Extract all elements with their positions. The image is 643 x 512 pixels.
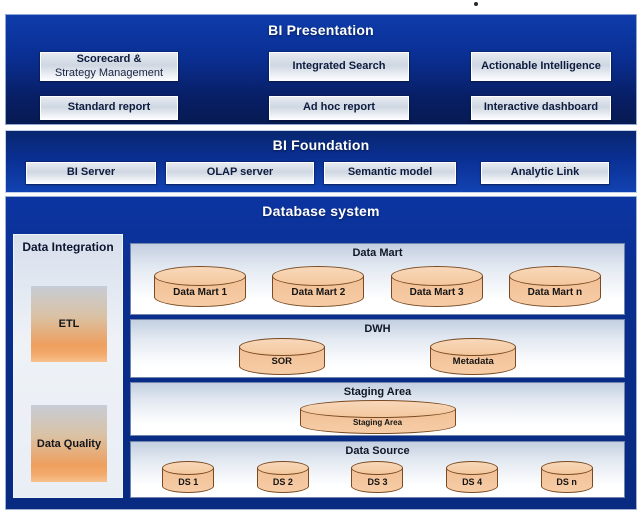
box-label: ETL (58, 318, 80, 330)
bi-foundation-panel (5, 130, 637, 193)
box-label: Ad hoc report (302, 101, 376, 114)
staging-area-layer (130, 382, 625, 436)
box-ad-hoc-report (269, 96, 409, 120)
box-label: Integrated Search (292, 59, 386, 72)
box-label (55, 53, 163, 79)
dwh-layer-title: DWH (364, 323, 391, 335)
cylinder-top (162, 461, 214, 475)
box-etl (31, 286, 107, 362)
dwh-layer (130, 319, 625, 378)
data-mart-layer-title: Data Mart (352, 247, 403, 259)
cylinder-top (541, 461, 593, 475)
bi-foundation-title: BI Foundation (272, 137, 370, 153)
dwh-cylinder-row (131, 335, 624, 377)
database-system-panel (5, 196, 637, 510)
box-semantic-model (324, 162, 456, 184)
cylinder-top (257, 461, 309, 475)
box-label: BI Server (66, 166, 116, 179)
cylinder-ds-2 (257, 468, 309, 493)
cylinder-metadata (430, 347, 516, 375)
cylinder-label: Metadata (452, 356, 494, 367)
cylinder-ds-1 (162, 468, 214, 493)
box-label: Interactive dashboard (483, 101, 599, 114)
cylinder-data-mart-1 (154, 276, 246, 307)
data-integration-title: Data Integration (22, 240, 114, 254)
cylinder-top (300, 400, 456, 418)
cylinder-top (391, 266, 483, 286)
box-olap-server (166, 162, 314, 184)
staging-cylinder-row (131, 398, 624, 435)
box-standard-report (40, 96, 178, 120)
cylinder-top (446, 461, 498, 475)
data-source-layer-title: Data Source (345, 445, 410, 457)
box-scorecard-strategy-management (40, 52, 178, 81)
cylinder-data-mart-2 (272, 276, 364, 307)
cylinder-top (430, 338, 516, 356)
cylinder-label: Staging Area (352, 417, 403, 427)
box-label: Standard report (67, 101, 151, 114)
cylinder-label: Data Mart 1 (173, 287, 228, 298)
cylinder-label: DS n (556, 476, 577, 487)
cylinder-top (272, 266, 364, 286)
box-label: Semantic model (347, 166, 433, 179)
box-integrated-search (269, 52, 409, 81)
cylinder-label: DS 2 (272, 476, 293, 487)
bi-presentation-title: BI Presentation (268, 22, 374, 38)
data-integration-panel (13, 234, 123, 498)
box-label-line2: Strategy Management (54, 66, 164, 79)
cylinder-label: DS 1 (178, 476, 199, 487)
cylinder-data-mart-n (509, 276, 601, 307)
cylinder-label: DS 4 (462, 476, 483, 487)
data-source-layer (130, 441, 625, 498)
cylinder-label: SOR (271, 356, 293, 367)
cylinder-top (509, 266, 601, 286)
box-label: Actionable Intelligence (481, 59, 601, 72)
box-label-line1: Scorecard & (76, 53, 142, 66)
cylinder-ds-n (541, 468, 593, 493)
cylinder-ds-3 (351, 468, 403, 493)
box-analytic-link (481, 162, 609, 184)
box-interactive-dashboard (471, 96, 611, 120)
cylinder-label: Data Mart n (527, 287, 583, 298)
stray-dot (474, 2, 478, 6)
box-actionable-intelligence (471, 52, 611, 81)
box-label: Data Quality (36, 437, 102, 450)
cylinder-top (239, 338, 325, 356)
box-bi-server (26, 162, 156, 184)
cylinder-label: DS 3 (367, 476, 388, 487)
staging-area-layer-title: Staging Area (343, 386, 412, 398)
box-data-quality (31, 405, 107, 482)
data-mart-layer (130, 243, 625, 315)
data-source-cylinder-row (131, 457, 624, 497)
cylinder-ds-4 (446, 468, 498, 493)
cylinder-sor (239, 347, 325, 375)
cylinder-top (154, 266, 246, 286)
cylinder-label: Data Mart 3 (409, 287, 464, 298)
data-mart-cylinder-row (131, 259, 624, 314)
cylinder-data-mart-3 (391, 276, 483, 307)
box-label: OLAP server (206, 166, 274, 179)
database-system-title: Database system (262, 203, 380, 219)
cylinder-staging-area (300, 409, 456, 434)
bi-presentation-panel (5, 14, 637, 125)
cylinder-label: Data Mart 2 (291, 287, 346, 298)
box-label: Analytic Link (510, 166, 580, 179)
